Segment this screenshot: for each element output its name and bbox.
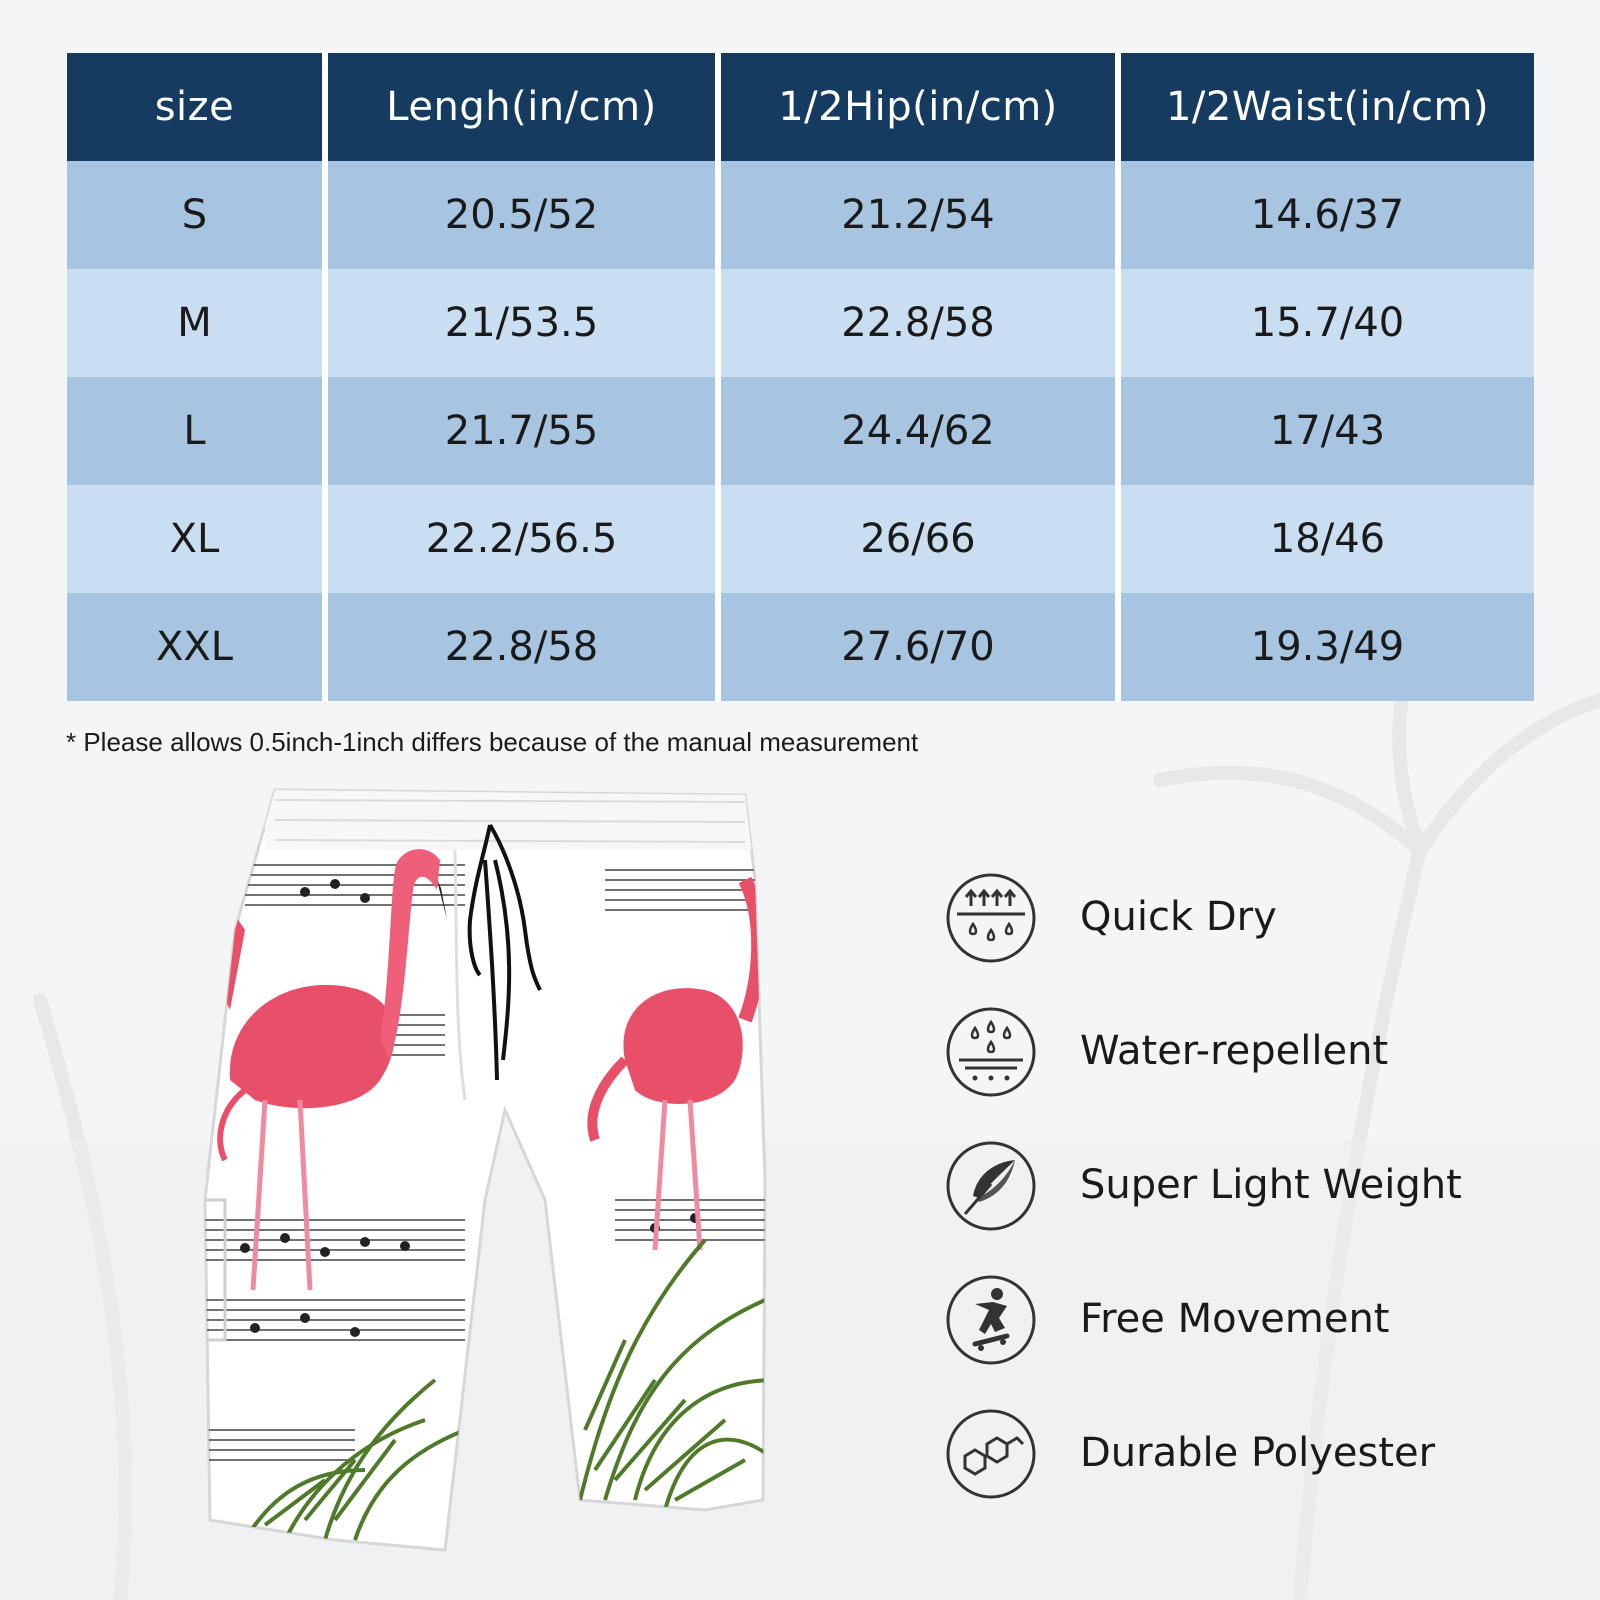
hip-cell: 24.4/62: [718, 377, 1118, 485]
table-row: [67, 269, 1534, 377]
feature-durable-polyester: [945, 1408, 1565, 1542]
feature-list: [945, 872, 1565, 1542]
hexagon-molecule-icon: [945, 1408, 1037, 1500]
length-cell: 21/53.5: [325, 269, 718, 377]
hip-cell: 27.6/70: [718, 593, 1118, 701]
length-cell: 20.5/52: [325, 161, 718, 269]
skater-icon: [945, 1274, 1037, 1366]
size-cell: XXL: [67, 593, 325, 701]
table-row: [67, 485, 1534, 593]
feature-label: Durable Polyester: [1080, 1430, 1436, 1476]
feature-quick-dry: [945, 872, 1565, 1006]
feature-label: Quick Dry: [1080, 894, 1277, 940]
size-cell: L: [67, 377, 325, 485]
waist-cell: 18/46: [1118, 485, 1534, 593]
size-chart-header-row: [67, 53, 1534, 161]
header-size: size: [67, 53, 325, 161]
length-cell: 22.8/58: [325, 593, 718, 701]
waist-cell: 14.6/37: [1118, 161, 1534, 269]
feature-super-light-weight: [945, 1140, 1565, 1274]
quick-dry-icon: [945, 872, 1037, 964]
feature-label: Water-repellent: [1080, 1028, 1389, 1074]
size-cell: XL: [67, 485, 325, 593]
length-cell: 22.2/56.5: [325, 485, 718, 593]
header-half-hip: 1/2Hip(in/cm): [718, 53, 1118, 161]
size-cell: M: [67, 269, 325, 377]
hip-cell: 21.2/54: [718, 161, 1118, 269]
feature-label: Free Movement: [1080, 1296, 1390, 1342]
hip-cell: 26/66: [718, 485, 1118, 593]
header-length: Lengh(in/cm): [325, 53, 718, 161]
feather-icon: [945, 1140, 1037, 1232]
board-shorts-image: [185, 780, 785, 1580]
length-cell: 21.7/55: [325, 377, 718, 485]
table-row: [67, 377, 1534, 485]
waist-cell: 19.3/49: [1118, 593, 1534, 701]
feature-water-repellent: [945, 1006, 1565, 1140]
size-chart-table: [67, 53, 1534, 701]
table-row: [67, 593, 1534, 701]
feature-free-movement: [945, 1274, 1565, 1408]
measurement-note: * Please allows 0.5inch-1inch differs because of the manual measurement: [66, 727, 919, 757]
size-cell: S: [67, 161, 325, 269]
water-repellent-icon: [945, 1006, 1037, 1098]
table-row: [67, 161, 1534, 269]
feature-label: Super Light Weight: [1080, 1162, 1462, 1208]
waist-cell: 17/43: [1118, 377, 1534, 485]
header-half-waist: 1/2Waist(in/cm): [1118, 53, 1534, 161]
waist-cell: 15.7/40: [1118, 269, 1534, 377]
hip-cell: 22.8/58: [718, 269, 1118, 377]
